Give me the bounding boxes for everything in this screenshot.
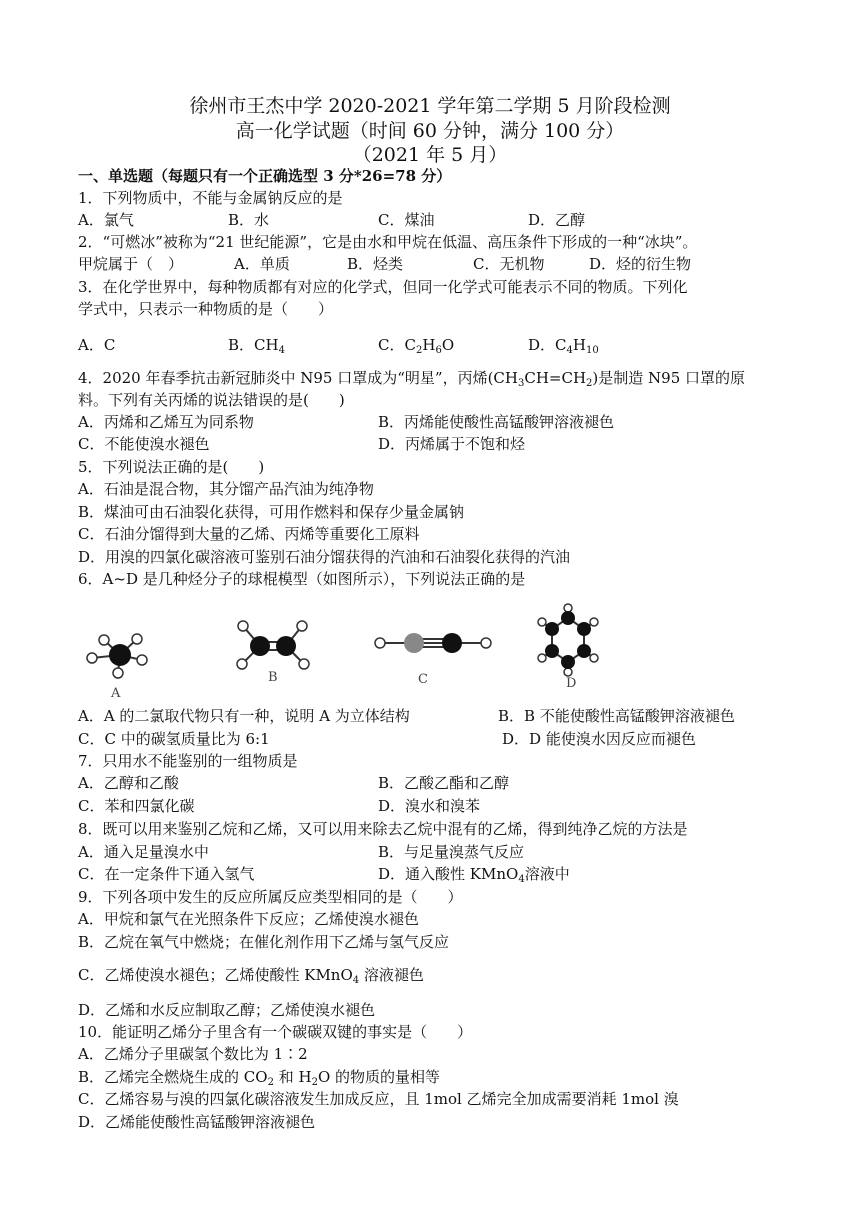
- q10-option-c: C．乙烯容易与溴的四氯化碳溶液发生加成反应，且 1mol 乙烯完全加成需要消耗 1mol 溴: [78, 1090, 679, 1108]
- q6-option-d: D．D 能使溴水因反应而褪色: [502, 730, 696, 748]
- q3-option-a: A．C: [78, 336, 116, 354]
- q9-option-b: B．乙烷在氧气中燃烧；在催化剂作用下乙烯与氢气反应: [78, 933, 450, 951]
- q7-option-d: D．溴水和溴苯: [378, 797, 481, 815]
- formula-subscript: 2: [586, 378, 593, 389]
- q8-option-d: [378, 863, 570, 885]
- q1-option-d: D．乙醇: [528, 211, 586, 229]
- q6-option-b: B．B 不能使酸性高锰酸钾溶液褪色: [498, 707, 735, 725]
- q2-option-a: A．单质: [234, 255, 290, 273]
- q4-option-d: D．丙烯属于不饱和烃: [378, 435, 526, 453]
- q6-stem: 6．A~D 是几种烃分子的球棍模型（如图所示），下列说法正确的是: [78, 570, 526, 588]
- q8-option-d-part: 溶液中: [524, 865, 570, 883]
- formula-text: H: [422, 336, 436, 354]
- q2-option-c: C．无机物: [473, 255, 545, 273]
- formula-subscript: 2: [267, 1077, 274, 1088]
- q10-option-b: [78, 1066, 440, 1088]
- q1-stem: 1．下列物质中，不能与金属钠反应的是: [78, 189, 343, 207]
- q2-stem-line2: 甲烷属于（ ）: [78, 255, 184, 273]
- q1-option-a: A．氯气: [78, 211, 134, 229]
- q2-option-b: B．烃类: [347, 255, 404, 273]
- q5-stem: 5．下列说法正确的是( ): [78, 458, 265, 476]
- exam-date: （2021 年 5 月）: [352, 144, 508, 166]
- q9-option-a: A．甲烷和氯气在光照条件下反应；乙烯使溴水褪色: [78, 910, 419, 928]
- q4-stem-part: CH=CH: [524, 369, 587, 387]
- q9-stem: 9．下列各项中发生的反应所属反应类型相同的是（ ）: [78, 888, 463, 906]
- q10-option-b-part: 和 H: [273, 1068, 312, 1086]
- q1-option-b: B．水: [228, 211, 270, 229]
- q4-stem-line1: [78, 367, 745, 389]
- formula-subscript: 4: [566, 345, 573, 356]
- benzene-ball-stick-model: [528, 600, 608, 680]
- formula-subscript: 2: [415, 345, 423, 356]
- formula-text: C: [555, 336, 567, 354]
- exam-title: 徐州市王杰中学 2020-2021 学年第二学期 5 月阶段检测: [189, 95, 671, 117]
- q9-option-c-part: 溶液褪色: [359, 966, 424, 984]
- q8-option-b: B．与足量溴蒸气反应: [378, 843, 525, 861]
- model-label-a: A: [111, 686, 121, 701]
- q9-option-d: D．乙烯和水反应制取乙醇；乙烯使溴水褪色: [78, 1001, 376, 1019]
- q8-stem: 8．既可以用来鉴别乙烷和乙烯，又可以用来除去乙烷中混有的乙烯，得到纯净乙烷的方法是: [78, 820, 688, 838]
- q5-option-a: A．石油是混合物，其分馏产品汽油为纯净物: [78, 480, 374, 498]
- section-title: 一、单选题（每题只有一个正确选型 3 分*26=78 分）: [78, 167, 452, 185]
- q10-option-b-part: O 的物质的量相等: [317, 1068, 441, 1086]
- acetylene-ball-stick-model: [368, 628, 498, 658]
- q2-option-d: D．烃的衍生物: [589, 255, 692, 273]
- q5-option-d: D．用溴的四氯化碳溶液可鉴别石油分馏获得的汽油和石油裂化获得的汽油: [78, 548, 571, 566]
- ethylene-ball-stick-model: [228, 616, 318, 674]
- q7-option-a: A．乙醇和乙酸: [78, 774, 179, 792]
- model-label-d: D: [566, 676, 577, 691]
- q8-option-d-part: D．通入酸性 KMnO: [378, 865, 519, 883]
- formula-text: O: [441, 336, 455, 354]
- exam-subtitle: 高一化学试题（时间 60 分钟，满分 100 分）: [235, 120, 625, 142]
- q4-stem-part: )是制造 N95 口罩的原: [592, 369, 746, 387]
- q3-option-c: [378, 334, 454, 356]
- formula-subscript: 4: [278, 345, 285, 356]
- q4-option-c: C．不能使溴水褪色: [78, 435, 210, 453]
- formula-subscript: 4: [352, 975, 360, 986]
- q10-option-d: D．乙烯能使酸性高锰酸钾溶液褪色: [78, 1113, 316, 1131]
- formula-subscript: 2: [311, 1077, 318, 1088]
- q9-option-c-part: C．乙烯使溴水褪色；乙烯使酸性 KMnO: [78, 966, 353, 984]
- q8-option-c: C．在一定条件下通入氢气: [78, 865, 255, 883]
- q3-option-b-label: B．: [228, 336, 255, 354]
- q6-option-c: C．C 中的碳氢质量比为 6:1: [78, 730, 270, 748]
- formula-subscript: 4: [518, 874, 525, 885]
- model-label-b: B: [268, 670, 278, 685]
- q4-option-b: B．丙烯能使酸性高锰酸钾溶液褪色: [378, 413, 615, 431]
- q4-option-a: A．丙烯和乙烯互为同系物: [78, 413, 254, 431]
- q5-option-b: B．煤油可由石油裂化获得，可用作燃料和保存少量金属钠: [78, 503, 465, 521]
- q10-option-a: A．乙烯分子里碳氢个数比为 1∶2: [78, 1045, 308, 1063]
- q9-option-c: [78, 964, 424, 986]
- q4-stem-line2: 料。下列有关丙烯的说法错误的是( ): [78, 391, 345, 409]
- q3-stem-line1: 3．在化学世界中，每种物质都有对应的化学式，但同一化学式可能表示不同的物质。下列化: [78, 278, 688, 296]
- methane-ball-stick-model: [82, 628, 162, 688]
- q3-stem-line2: 学式中，只表示一种物质的是（ ）: [78, 300, 334, 318]
- q7-stem: 7．只用水不能鉴别的一组物质是: [78, 752, 298, 770]
- formula-subscript: 3: [517, 378, 525, 389]
- q2-stem-line1: 2．“可燃冰”被称为“21 世纪能源”，它是由水和甲烷在低温、高压条件下形成的一种“冰块”。: [78, 233, 698, 251]
- q3-option-d: [528, 334, 599, 356]
- q1-option-c: C．煤油: [378, 211, 435, 229]
- formula-subscript: 10: [585, 345, 599, 356]
- formula-text: H: [572, 336, 586, 354]
- q7-option-c: C．苯和四氯化碳: [78, 797, 195, 815]
- q4-stem-part: 4．2020 年春季抗击新冠肺炎中 N95 口罩成为“明星”，丙烯(CH: [78, 369, 518, 387]
- q3-option-d-label: D．: [528, 336, 556, 354]
- q6-option-a: A．A 的二氯取代物只有一种，说明 A 为立体结构: [78, 707, 410, 725]
- formula-subscript: 6: [435, 345, 442, 356]
- q3-option-b: [228, 334, 285, 356]
- model-label-c: C: [418, 672, 428, 687]
- q3-option-c-label: C．: [378, 336, 405, 354]
- q8-option-a: A．通入足量溴水中: [78, 843, 209, 861]
- formula-text: C: [404, 336, 416, 354]
- q10-stem: 10．能证明乙烯分子里含有一个碳碳双键的事实是（ ）: [78, 1023, 473, 1041]
- q7-option-b: B．乙酸乙酯和乙醇: [378, 774, 510, 792]
- formula-text: CH: [254, 336, 279, 354]
- q5-option-c: C．石油分馏得到大量的乙烯、丙烯等重要化工原料: [78, 525, 420, 543]
- q10-option-b-part: B．乙烯完全燃烧生成的 CO: [78, 1068, 268, 1086]
